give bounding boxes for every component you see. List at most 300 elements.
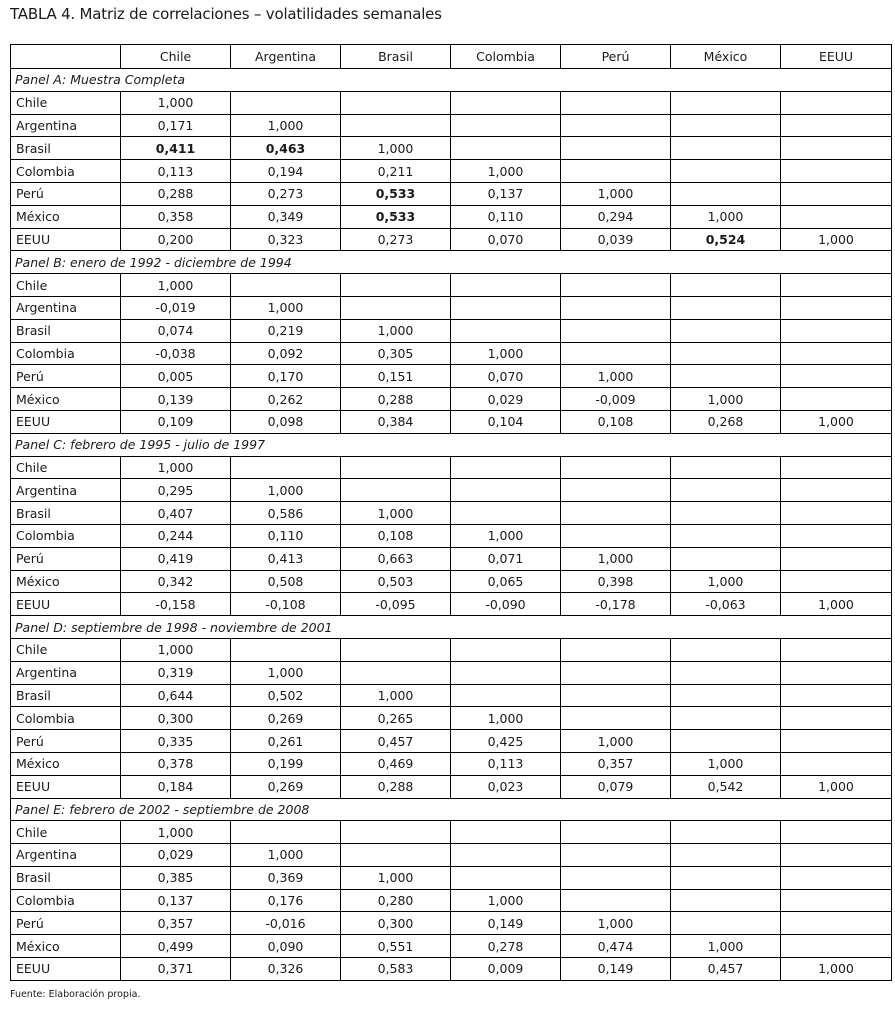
correlation-cell: 1,000: [671, 935, 781, 958]
correlation-cell: 0,176: [231, 889, 341, 912]
correlation-cell: [561, 114, 671, 137]
correlation-cell: 0,335: [121, 730, 231, 753]
row-label: Perú: [11, 730, 121, 753]
correlation-cell: 0,357: [561, 752, 671, 775]
row-label: Colombia: [11, 160, 121, 183]
table-row: [11, 502, 892, 525]
correlation-cell: [451, 502, 561, 525]
correlation-cell: [671, 160, 781, 183]
correlation-cell: [451, 274, 561, 297]
correlation-cell: 1,000: [341, 319, 451, 342]
table-row: [11, 730, 892, 753]
correlation-cell: 0,398: [561, 570, 671, 593]
correlation-cell: [451, 684, 561, 707]
correlation-cell: [561, 661, 671, 684]
row-label: Perú: [11, 365, 121, 388]
correlation-cell: 0,503: [341, 570, 451, 593]
correlation-cell: [781, 684, 892, 707]
correlation-cell: [561, 866, 671, 889]
correlation-cell: 0,265: [341, 707, 451, 730]
correlation-cell: [561, 160, 671, 183]
correlation-cell: [561, 342, 671, 365]
correlation-cell: 0,110: [231, 524, 341, 547]
correlation-cell: 1,000: [451, 707, 561, 730]
correlation-cell: 1,000: [451, 342, 561, 365]
correlation-cell: 0,305: [341, 342, 451, 365]
correlation-cell: [781, 524, 892, 547]
correlation-cell: 0,029: [451, 388, 561, 411]
correlation-cell: 0,023: [451, 775, 561, 798]
correlation-cell: [781, 205, 892, 228]
correlation-cell: 1,000: [561, 365, 671, 388]
correlation-cell: 1,000: [341, 137, 451, 160]
correlation-cell: 0,288: [341, 388, 451, 411]
correlation-cell: -0,158: [121, 593, 231, 616]
correlation-cell: [671, 456, 781, 479]
correlation-cell: [341, 274, 451, 297]
correlation-cell: -0,178: [561, 593, 671, 616]
correlation-cell: 1,000: [341, 684, 451, 707]
corner-cell: [11, 45, 121, 69]
correlation-cell: 1,000: [781, 410, 892, 433]
table-row: [11, 547, 892, 570]
correlation-cell: 0,300: [121, 707, 231, 730]
row-label: Chile: [11, 91, 121, 114]
correlation-cell: 0,104: [451, 410, 561, 433]
correlation-cell: [341, 456, 451, 479]
row-label: EEUU: [11, 228, 121, 251]
correlation-cell: [671, 707, 781, 730]
correlation-cell: 1,000: [781, 593, 892, 616]
correlation-cell: 0,663: [341, 547, 451, 570]
correlation-cell: 1,000: [451, 889, 561, 912]
column-header: EEUU: [781, 45, 892, 69]
correlation-cell: 0,411: [121, 137, 231, 160]
correlation-cell: [781, 638, 892, 661]
table-row: [11, 958, 892, 981]
correlation-cell: [231, 821, 341, 844]
panel-header-row: [11, 798, 892, 821]
correlation-cell: 1,000: [231, 114, 341, 137]
correlation-cell: 0,269: [231, 707, 341, 730]
correlation-cell: [671, 821, 781, 844]
table-row: [11, 365, 892, 388]
correlation-cell: 1,000: [121, 821, 231, 844]
correlation-cell: 0,280: [341, 889, 451, 912]
correlation-cell: [561, 638, 671, 661]
correlation-cell: [781, 296, 892, 319]
panel-label: Panel C: febrero de 1995 - julio de 1997: [11, 433, 892, 456]
correlation-cell: -0,038: [121, 342, 231, 365]
table-row: [11, 228, 892, 251]
column-header: Brasil: [341, 45, 451, 69]
row-label: Colombia: [11, 524, 121, 547]
correlation-cell: 1,000: [781, 228, 892, 251]
correlation-cell: 0,113: [121, 160, 231, 183]
correlation-cell: 0,295: [121, 479, 231, 502]
table-row: [11, 821, 892, 844]
correlation-cell: [561, 889, 671, 912]
row-label: Argentina: [11, 661, 121, 684]
correlation-cell: [561, 844, 671, 867]
correlation-cell: [341, 821, 451, 844]
correlation-cell: [231, 638, 341, 661]
correlation-cell: 0,171: [121, 114, 231, 137]
correlation-cell: 0,419: [121, 547, 231, 570]
correlation-cell: 0,326: [231, 958, 341, 981]
correlation-cell: 0,139: [121, 388, 231, 411]
correlation-cell: 0,533: [341, 205, 451, 228]
correlation-cell: [451, 479, 561, 502]
correlation-cell: 0,268: [671, 410, 781, 433]
correlation-cell: 0,384: [341, 410, 451, 433]
correlation-cell: 0,071: [451, 547, 561, 570]
correlation-cell: [341, 661, 451, 684]
correlation-cell: 0,211: [341, 160, 451, 183]
correlation-matrix-table: [10, 44, 892, 981]
correlation-cell: 0,457: [341, 730, 451, 753]
row-label: Colombia: [11, 342, 121, 365]
correlation-cell: [451, 296, 561, 319]
correlation-cell: 0,039: [561, 228, 671, 251]
correlation-cell: 0,542: [671, 775, 781, 798]
row-label: Argentina: [11, 296, 121, 319]
correlation-cell: 0,269: [231, 775, 341, 798]
correlation-cell: 0,288: [121, 182, 231, 205]
row-label: Brasil: [11, 319, 121, 342]
correlation-cell: 0,261: [231, 730, 341, 753]
correlation-cell: 1,000: [121, 91, 231, 114]
table-row: [11, 844, 892, 867]
correlation-cell: 1,000: [671, 570, 781, 593]
correlation-cell: [561, 479, 671, 502]
row-label: México: [11, 935, 121, 958]
correlation-cell: [451, 114, 561, 137]
correlation-cell: 0,342: [121, 570, 231, 593]
correlation-cell: [341, 296, 451, 319]
correlation-cell: [781, 388, 892, 411]
table-title: TABLA 4. Matriz de correlaciones – volatilidades semanales: [10, 5, 442, 23]
correlation-cell: [671, 684, 781, 707]
correlation-cell: [231, 91, 341, 114]
correlation-cell: [671, 137, 781, 160]
row-label: México: [11, 752, 121, 775]
correlation-cell: [781, 502, 892, 525]
table-row: [11, 661, 892, 684]
correlation-cell: 0,583: [341, 958, 451, 981]
correlation-cell: 1,000: [231, 296, 341, 319]
correlation-cell: 0,110: [451, 205, 561, 228]
correlation-cell: -0,108: [231, 593, 341, 616]
correlation-cell: 0,151: [341, 365, 451, 388]
correlation-cell: [671, 114, 781, 137]
correlation-cell: [671, 502, 781, 525]
correlation-cell: [561, 456, 671, 479]
correlation-cell: 0,551: [341, 935, 451, 958]
row-label: Chile: [11, 274, 121, 297]
correlation-cell: 1,000: [231, 844, 341, 867]
correlation-cell: 0,358: [121, 205, 231, 228]
correlation-cell: [781, 570, 892, 593]
panel-label: Panel D: septiembre de 1998 - noviembre de 2001: [11, 616, 892, 639]
table-row: [11, 593, 892, 616]
correlation-cell: 0,319: [121, 661, 231, 684]
row-label: EEUU: [11, 958, 121, 981]
correlation-cell: [781, 844, 892, 867]
panel-header-row: [11, 69, 892, 92]
table-row: [11, 114, 892, 137]
correlation-cell: 0,502: [231, 684, 341, 707]
correlation-cell: 0,463: [231, 137, 341, 160]
correlation-cell: 1,000: [451, 160, 561, 183]
correlation-cell: 1,000: [231, 661, 341, 684]
header-row: [11, 45, 892, 69]
correlation-cell: 0,005: [121, 365, 231, 388]
correlation-cell: -0,019: [121, 296, 231, 319]
correlation-cell: [341, 638, 451, 661]
correlation-cell: [671, 524, 781, 547]
correlation-cell: 0,273: [231, 182, 341, 205]
correlation-cell: 0,323: [231, 228, 341, 251]
correlation-cell: [231, 456, 341, 479]
correlation-cell: [671, 342, 781, 365]
correlation-cell: [671, 182, 781, 205]
correlation-cell: [781, 479, 892, 502]
correlation-cell: [671, 296, 781, 319]
correlation-cell: 0,137: [451, 182, 561, 205]
correlation-cell: [341, 114, 451, 137]
correlation-cell: 0,407: [121, 502, 231, 525]
correlation-cell: 1,000: [561, 730, 671, 753]
correlation-cell: [561, 707, 671, 730]
table-row: [11, 410, 892, 433]
correlation-cell: 0,369: [231, 866, 341, 889]
correlation-cell: 0,098: [231, 410, 341, 433]
correlation-cell: [781, 866, 892, 889]
table-row: [11, 912, 892, 935]
correlation-cell: [671, 547, 781, 570]
correlation-cell: [781, 137, 892, 160]
correlation-cell: 1,000: [671, 388, 781, 411]
correlation-cell: 0,092: [231, 342, 341, 365]
row-label: Argentina: [11, 479, 121, 502]
correlation-cell: [781, 114, 892, 137]
correlation-cell: 0,109: [121, 410, 231, 433]
table-row: [11, 160, 892, 183]
correlation-cell: [671, 274, 781, 297]
correlation-cell: 1,000: [121, 456, 231, 479]
correlation-cell: [671, 365, 781, 388]
source-note: Fuente: Elaboración propia.: [10, 989, 141, 1000]
correlation-cell: [781, 182, 892, 205]
correlation-cell: [451, 866, 561, 889]
correlation-cell: [671, 319, 781, 342]
correlation-cell: 1,000: [231, 479, 341, 502]
row-label: Brasil: [11, 684, 121, 707]
correlation-cell: 0,524: [671, 228, 781, 251]
correlation-cell: 0,070: [451, 365, 561, 388]
correlation-cell: -0,063: [671, 593, 781, 616]
correlation-cell: [671, 844, 781, 867]
panel-header-row: [11, 433, 892, 456]
correlation-cell: 0,474: [561, 935, 671, 958]
correlation-cell: [781, 91, 892, 114]
correlation-cell: 1,000: [671, 205, 781, 228]
correlation-cell: [231, 274, 341, 297]
correlation-cell: 1,000: [781, 775, 892, 798]
correlation-cell: 0,200: [121, 228, 231, 251]
panel-header-row: [11, 616, 892, 639]
row-label: EEUU: [11, 410, 121, 433]
correlation-cell: [781, 342, 892, 365]
column-header: Chile: [121, 45, 231, 69]
correlation-cell: 1,000: [671, 752, 781, 775]
correlation-cell: [781, 160, 892, 183]
correlation-cell: 0,508: [231, 570, 341, 593]
table-row: [11, 205, 892, 228]
correlation-cell: 0,469: [341, 752, 451, 775]
correlation-cell: 0,644: [121, 684, 231, 707]
table-row: [11, 274, 892, 297]
table-row: [11, 935, 892, 958]
correlation-cell: 1,000: [341, 866, 451, 889]
correlation-cell: [781, 661, 892, 684]
correlation-cell: [561, 821, 671, 844]
correlation-cell: 0,184: [121, 775, 231, 798]
correlation-cell: [671, 866, 781, 889]
column-header: Perú: [561, 45, 671, 69]
row-label: Chile: [11, 821, 121, 844]
row-label: Argentina: [11, 844, 121, 867]
correlation-cell: 0,090: [231, 935, 341, 958]
table-row: [11, 707, 892, 730]
correlation-cell: 0,149: [561, 958, 671, 981]
correlation-cell: 1,000: [121, 274, 231, 297]
correlation-cell: [781, 547, 892, 570]
correlation-cell: [781, 912, 892, 935]
table-row: [11, 342, 892, 365]
panel-label: Panel E: febrero de 2002 - septiembre de 2008: [11, 798, 892, 821]
row-label: México: [11, 570, 121, 593]
correlation-cell: 0,244: [121, 524, 231, 547]
correlation-cell: [781, 889, 892, 912]
correlation-cell: [781, 752, 892, 775]
panel-label: Panel B: enero de 1992 - diciembre de 1994: [11, 251, 892, 274]
correlation-cell: [451, 638, 561, 661]
table-row: [11, 889, 892, 912]
correlation-cell: 0,499: [121, 935, 231, 958]
correlation-cell: [671, 91, 781, 114]
correlation-cell: 0,300: [341, 912, 451, 935]
correlation-cell: 0,074: [121, 319, 231, 342]
correlation-cell: 0,219: [231, 319, 341, 342]
correlation-cell: -0,009: [561, 388, 671, 411]
table-row: [11, 388, 892, 411]
correlation-cell: [561, 137, 671, 160]
row-label: Brasil: [11, 866, 121, 889]
column-header: Colombia: [451, 45, 561, 69]
row-label: Colombia: [11, 707, 121, 730]
correlation-cell: 0,070: [451, 228, 561, 251]
column-header: Argentina: [231, 45, 341, 69]
table-row: [11, 524, 892, 547]
correlation-cell: [451, 319, 561, 342]
row-label: EEUU: [11, 593, 121, 616]
correlation-cell: [561, 524, 671, 547]
correlation-cell: 0,586: [231, 502, 341, 525]
correlation-cell: 0,199: [231, 752, 341, 775]
row-label: Colombia: [11, 889, 121, 912]
row-label: Brasil: [11, 502, 121, 525]
row-label: Perú: [11, 912, 121, 935]
table-row: [11, 775, 892, 798]
correlation-cell: 0,288: [341, 775, 451, 798]
correlation-cell: -0,095: [341, 593, 451, 616]
correlation-cell: 1,000: [341, 502, 451, 525]
correlation-cell: [781, 821, 892, 844]
correlation-cell: 0,357: [121, 912, 231, 935]
table-row: [11, 684, 892, 707]
correlation-cell: [561, 296, 671, 319]
correlation-cell: [671, 638, 781, 661]
correlation-cell: 0,009: [451, 958, 561, 981]
correlation-cell: 0,065: [451, 570, 561, 593]
correlation-cell: 0,029: [121, 844, 231, 867]
panel-label: Panel A: Muestra Completa: [11, 69, 892, 92]
correlation-cell: [341, 479, 451, 502]
row-label: Chile: [11, 456, 121, 479]
row-label: Argentina: [11, 114, 121, 137]
correlation-cell: -0,016: [231, 912, 341, 935]
table-row: [11, 319, 892, 342]
correlation-cell: [781, 456, 892, 479]
correlation-cell: [781, 730, 892, 753]
table-row: [11, 570, 892, 593]
correlation-cell: [341, 844, 451, 867]
correlation-cell: 0,349: [231, 205, 341, 228]
column-header: México: [671, 45, 781, 69]
correlation-cell: 0,278: [451, 935, 561, 958]
correlation-cell: [451, 91, 561, 114]
correlation-cell: 0,108: [341, 524, 451, 547]
panel-header-row: [11, 251, 892, 274]
table-row: [11, 137, 892, 160]
correlation-cell: 0,113: [451, 752, 561, 775]
correlation-cell: 0,170: [231, 365, 341, 388]
correlation-cell: [451, 137, 561, 160]
correlation-cell: [671, 730, 781, 753]
correlation-cell: [781, 365, 892, 388]
correlation-cell: 0,079: [561, 775, 671, 798]
correlation-cell: [781, 935, 892, 958]
correlation-cell: [671, 889, 781, 912]
row-label: Chile: [11, 638, 121, 661]
correlation-cell: 0,194: [231, 160, 341, 183]
correlation-cell: [561, 274, 671, 297]
correlation-cell: 0,294: [561, 205, 671, 228]
correlation-cell: 0,425: [451, 730, 561, 753]
row-label: México: [11, 388, 121, 411]
table-row: [11, 91, 892, 114]
table-row: [11, 456, 892, 479]
correlation-cell: [781, 319, 892, 342]
table-row: [11, 638, 892, 661]
correlation-cell: 0,378: [121, 752, 231, 775]
correlation-cell: 0,385: [121, 866, 231, 889]
row-label: Perú: [11, 547, 121, 570]
row-label: EEUU: [11, 775, 121, 798]
correlation-cell: 1,000: [561, 912, 671, 935]
